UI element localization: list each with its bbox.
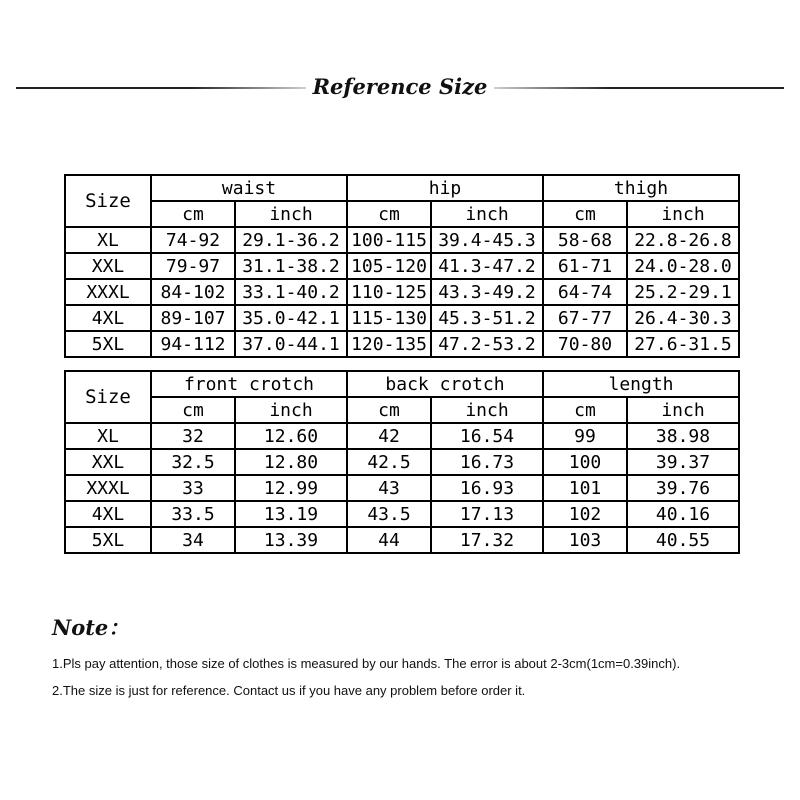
- table-cell: 94-112: [151, 331, 235, 357]
- table-row: [65, 527, 739, 553]
- table-cell: 16.54: [431, 423, 543, 449]
- table-row: [65, 475, 739, 501]
- table-cell: 79-97: [151, 253, 235, 279]
- size-table-waist-hip-thigh: [64, 174, 740, 358]
- table-cell: 32.5: [151, 449, 235, 475]
- note-line: 2.The size is just for reference. Contact us if you have any problem before order it.: [52, 683, 526, 698]
- group-header-back-crotch: back crotch: [347, 371, 543, 397]
- table-cell: 64-74: [543, 279, 627, 305]
- unit-header: inch: [235, 397, 347, 423]
- table-cell: 39.76: [627, 475, 739, 501]
- table-cell: 32: [151, 423, 235, 449]
- note-title: Note：: [52, 615, 130, 640]
- table-cell: 61-71: [543, 253, 627, 279]
- title-row: [16, 72, 784, 104]
- table-cell: 35.0-42.1: [235, 305, 347, 331]
- table-cell: 43.5: [347, 501, 431, 527]
- unit-header: cm: [543, 397, 627, 423]
- note-line: 1.Pls pay attention, those size of clothes is measured by our hands. The error is about 2-3cm(1cm=0.39inch).: [52, 656, 681, 671]
- unit-header: cm: [151, 201, 235, 227]
- table-cell: 84-102: [151, 279, 235, 305]
- unit-header: cm: [543, 201, 627, 227]
- table-cell: 12.80: [235, 449, 347, 475]
- size-header: Size: [65, 175, 151, 227]
- table-cell: 33.1-40.2: [235, 279, 347, 305]
- group-header-waist: waist: [151, 175, 347, 201]
- unit-header: inch: [627, 397, 739, 423]
- size-cell: 4XL: [65, 501, 151, 527]
- table-row: [65, 279, 739, 305]
- table-cell: 33: [151, 475, 235, 501]
- table-cell: 102: [543, 501, 627, 527]
- table-cell: 16.93: [431, 475, 543, 501]
- table-cell: 25.2-29.1: [627, 279, 739, 305]
- size-table-crotch-length: [64, 370, 740, 554]
- table-cell: 103: [543, 527, 627, 553]
- unit-header: inch: [235, 201, 347, 227]
- table-cell: 41.3-47.2: [431, 253, 543, 279]
- table-cell: 24.0-28.0: [627, 253, 739, 279]
- unit-header: inch: [627, 201, 739, 227]
- table-cell: 100-115: [347, 227, 431, 253]
- table-cell: 70-80: [543, 331, 627, 357]
- table-row: [65, 253, 739, 279]
- group-header-front-crotch: front crotch: [151, 371, 347, 397]
- table-cell: 74-92: [151, 227, 235, 253]
- table-cell: 120-135: [347, 331, 431, 357]
- size-cell: XL: [65, 423, 151, 449]
- table-cell: 45.3-51.2: [431, 305, 543, 331]
- table-cell: 22.8-26.8: [627, 227, 739, 253]
- unit-header: inch: [431, 201, 543, 227]
- table-cell: 67-77: [543, 305, 627, 331]
- table-cell: 58-68: [543, 227, 627, 253]
- table-cell: 34: [151, 527, 235, 553]
- table-cell: 17.13: [431, 501, 543, 527]
- table-row: [65, 501, 739, 527]
- table-cell: 26.4-30.3: [627, 305, 739, 331]
- page-title: Reference Size: [312, 74, 488, 99]
- table-cell: 31.1-38.2: [235, 253, 347, 279]
- table-cell: 38.98: [627, 423, 739, 449]
- table-cell: 33.5: [151, 501, 235, 527]
- unit-header: cm: [347, 201, 431, 227]
- unit-header: inch: [431, 397, 543, 423]
- table-cell: 42: [347, 423, 431, 449]
- group-header-thigh: thigh: [543, 175, 739, 201]
- table-cell: 17.32: [431, 527, 543, 553]
- table-cell: 39.37: [627, 449, 739, 475]
- table-row: [65, 449, 739, 475]
- table-cell: 37.0-44.1: [235, 331, 347, 357]
- table-cell: 100: [543, 449, 627, 475]
- size-header: Size: [65, 371, 151, 423]
- table-cell: 39.4-45.3: [431, 227, 543, 253]
- table-row: [65, 305, 739, 331]
- table-cell: 42.5: [347, 449, 431, 475]
- table-cell: 43.3-49.2: [431, 279, 543, 305]
- table-cell: 44: [347, 527, 431, 553]
- size-cell: XL: [65, 227, 151, 253]
- table-cell: 13.39: [235, 527, 347, 553]
- size-cell: 5XL: [65, 331, 151, 357]
- group-header-hip: hip: [347, 175, 543, 201]
- table-row: [65, 331, 739, 357]
- table-cell: 89-107: [151, 305, 235, 331]
- size-cell: XXXL: [65, 279, 151, 305]
- table-row: [65, 227, 739, 253]
- size-cell: XXXL: [65, 475, 151, 501]
- table-cell: 47.2-53.2: [431, 331, 543, 357]
- table-cell: 40.55: [627, 527, 739, 553]
- table-cell: 16.73: [431, 449, 543, 475]
- unit-header: cm: [151, 397, 235, 423]
- size-cell: 5XL: [65, 527, 151, 553]
- size-cell: XXL: [65, 253, 151, 279]
- table-cell: 12.99: [235, 475, 347, 501]
- table-cell: 27.6-31.5: [627, 331, 739, 357]
- table-cell: 105-120: [347, 253, 431, 279]
- group-header-length: length: [543, 371, 739, 397]
- table-cell: 43: [347, 475, 431, 501]
- table-cell: 40.16: [627, 501, 739, 527]
- size-cell: XXL: [65, 449, 151, 475]
- table-cell: 29.1-36.2: [235, 227, 347, 253]
- table-cell: 115-130: [347, 305, 431, 331]
- table-cell: 99: [543, 423, 627, 449]
- title-divider-right: [494, 87, 784, 89]
- table-row: [65, 423, 739, 449]
- size-cell: 4XL: [65, 305, 151, 331]
- table-cell: 101: [543, 475, 627, 501]
- unit-header: cm: [347, 397, 431, 423]
- table-cell: 13.19: [235, 501, 347, 527]
- table-cell: 12.60: [235, 423, 347, 449]
- table-cell: 110-125: [347, 279, 431, 305]
